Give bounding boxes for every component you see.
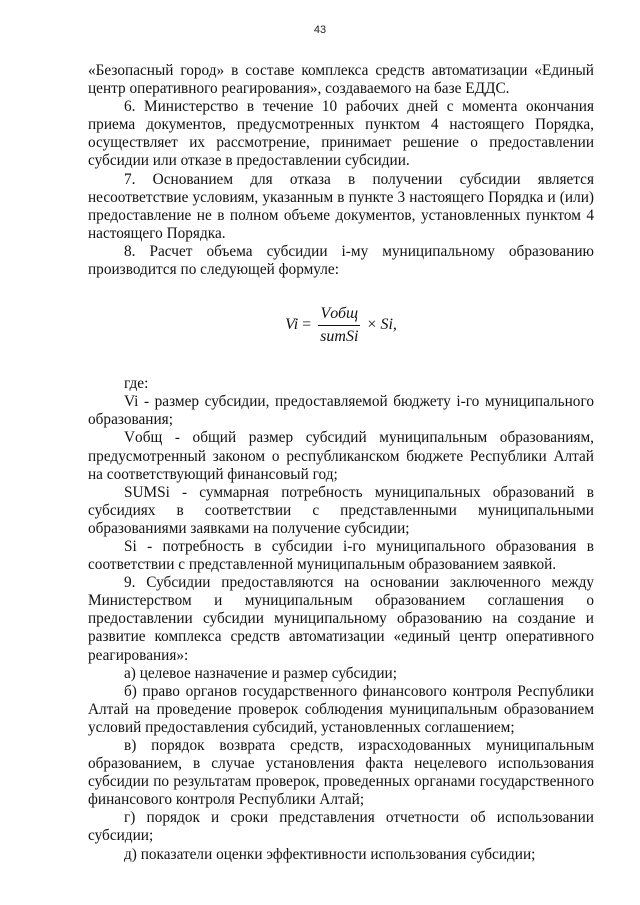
page-number: 43 <box>313 24 327 36</box>
paragraph: Vi - размер субсидии, предоставляемой бюджету i-го муниципального образования; <box>88 393 594 429</box>
paragraph: г) порядок и сроки представления отчетности об использовании субсидии; <box>88 809 594 845</box>
paragraph: в) порядок возврата средств, израсходованных муниципальным образованием, в случае установления факта нецелевого использования субсидии по результатам проверок, проведенных органами государственного финансового контроля Республики Алтай; <box>88 737 594 809</box>
paragraph: д) показатели оценки эффективности использования субсидии; <box>124 845 536 863</box>
formula-lhs: Vi <box>285 316 299 334</box>
formula-block <box>88 297 594 353</box>
formula-denominator: sumSi <box>320 327 359 345</box>
formula-rhs: Si, <box>380 316 397 334</box>
formula-equals: = <box>302 316 312 334</box>
paragraph: 7. Основанием для отказа в получении субсидии является несоответствие условиям, указанным в пункте 3 настоящего Порядка и (или) предоставление не в полном объеме документов, установленных пунктом 4 настоящего Порядка. <box>88 170 594 242</box>
paragraph: 8. Расчет объема субсидии i-му муниципальному образованию производится по следующей формуле: <box>88 242 594 279</box>
paragraph: а) целевое назначение и размер субсидии; <box>124 664 397 682</box>
formula-fraction <box>318 305 360 346</box>
paragraph: 6. Министерство в течение 10 рабочих дней с момента окончания приема документов, предусмотренных пунктом 4 настоящего Порядка, осуществляет их рассмотрение, принимает решение о предоставлении субсидии или отказе в предоставлении субсидии. <box>88 98 594 170</box>
paragraphs-before-formula <box>88 62 594 279</box>
paragraph: Si - потребность в субсидии i-го муниципального образования в соответствии с представленной муниципальным образованием заявкой. <box>88 537 594 574</box>
paragraph: SUMSi - суммарная потребность муниципальных образований в субсидиях в соответствии с представленными муниципальными образованиями заявками на получение субсидии; <box>88 483 594 537</box>
subsidy-formula <box>285 305 397 346</box>
paragraph: «Безопасный город» в составе комплекса средств автоматизации «Единый центр оперативного реагирования», создаваемого на базе ЕДДС. <box>88 62 594 98</box>
paragraph: б) право органов государственного финансового контроля Республики Алтай на проведение проверок соблюдения муниципальным образованием условий предоставления субсидий, установленных соглашением; <box>88 682 594 736</box>
formula-numerator: Vобщ <box>318 305 360 326</box>
paragraphs-after-formula <box>88 375 594 864</box>
paragraph: где: <box>124 375 149 393</box>
document-body <box>88 62 594 864</box>
paragraph: Vобщ - общий размер субсидий муниципальным образованиям, предусмотренный законом о республиканском бюджете Республики Алтай на соответствующий финансовый год; <box>88 429 594 483</box>
paragraph: 9. Субсидии предоставляются на основании заключенного между Министерством и муниципальным образованием соглашения о предоставлении субсидии муниципальному образованию на создание и развитие комплекса средств автоматизации «единый центр оперативного реагирования»: <box>88 574 594 664</box>
formula-times: × <box>367 316 377 334</box>
